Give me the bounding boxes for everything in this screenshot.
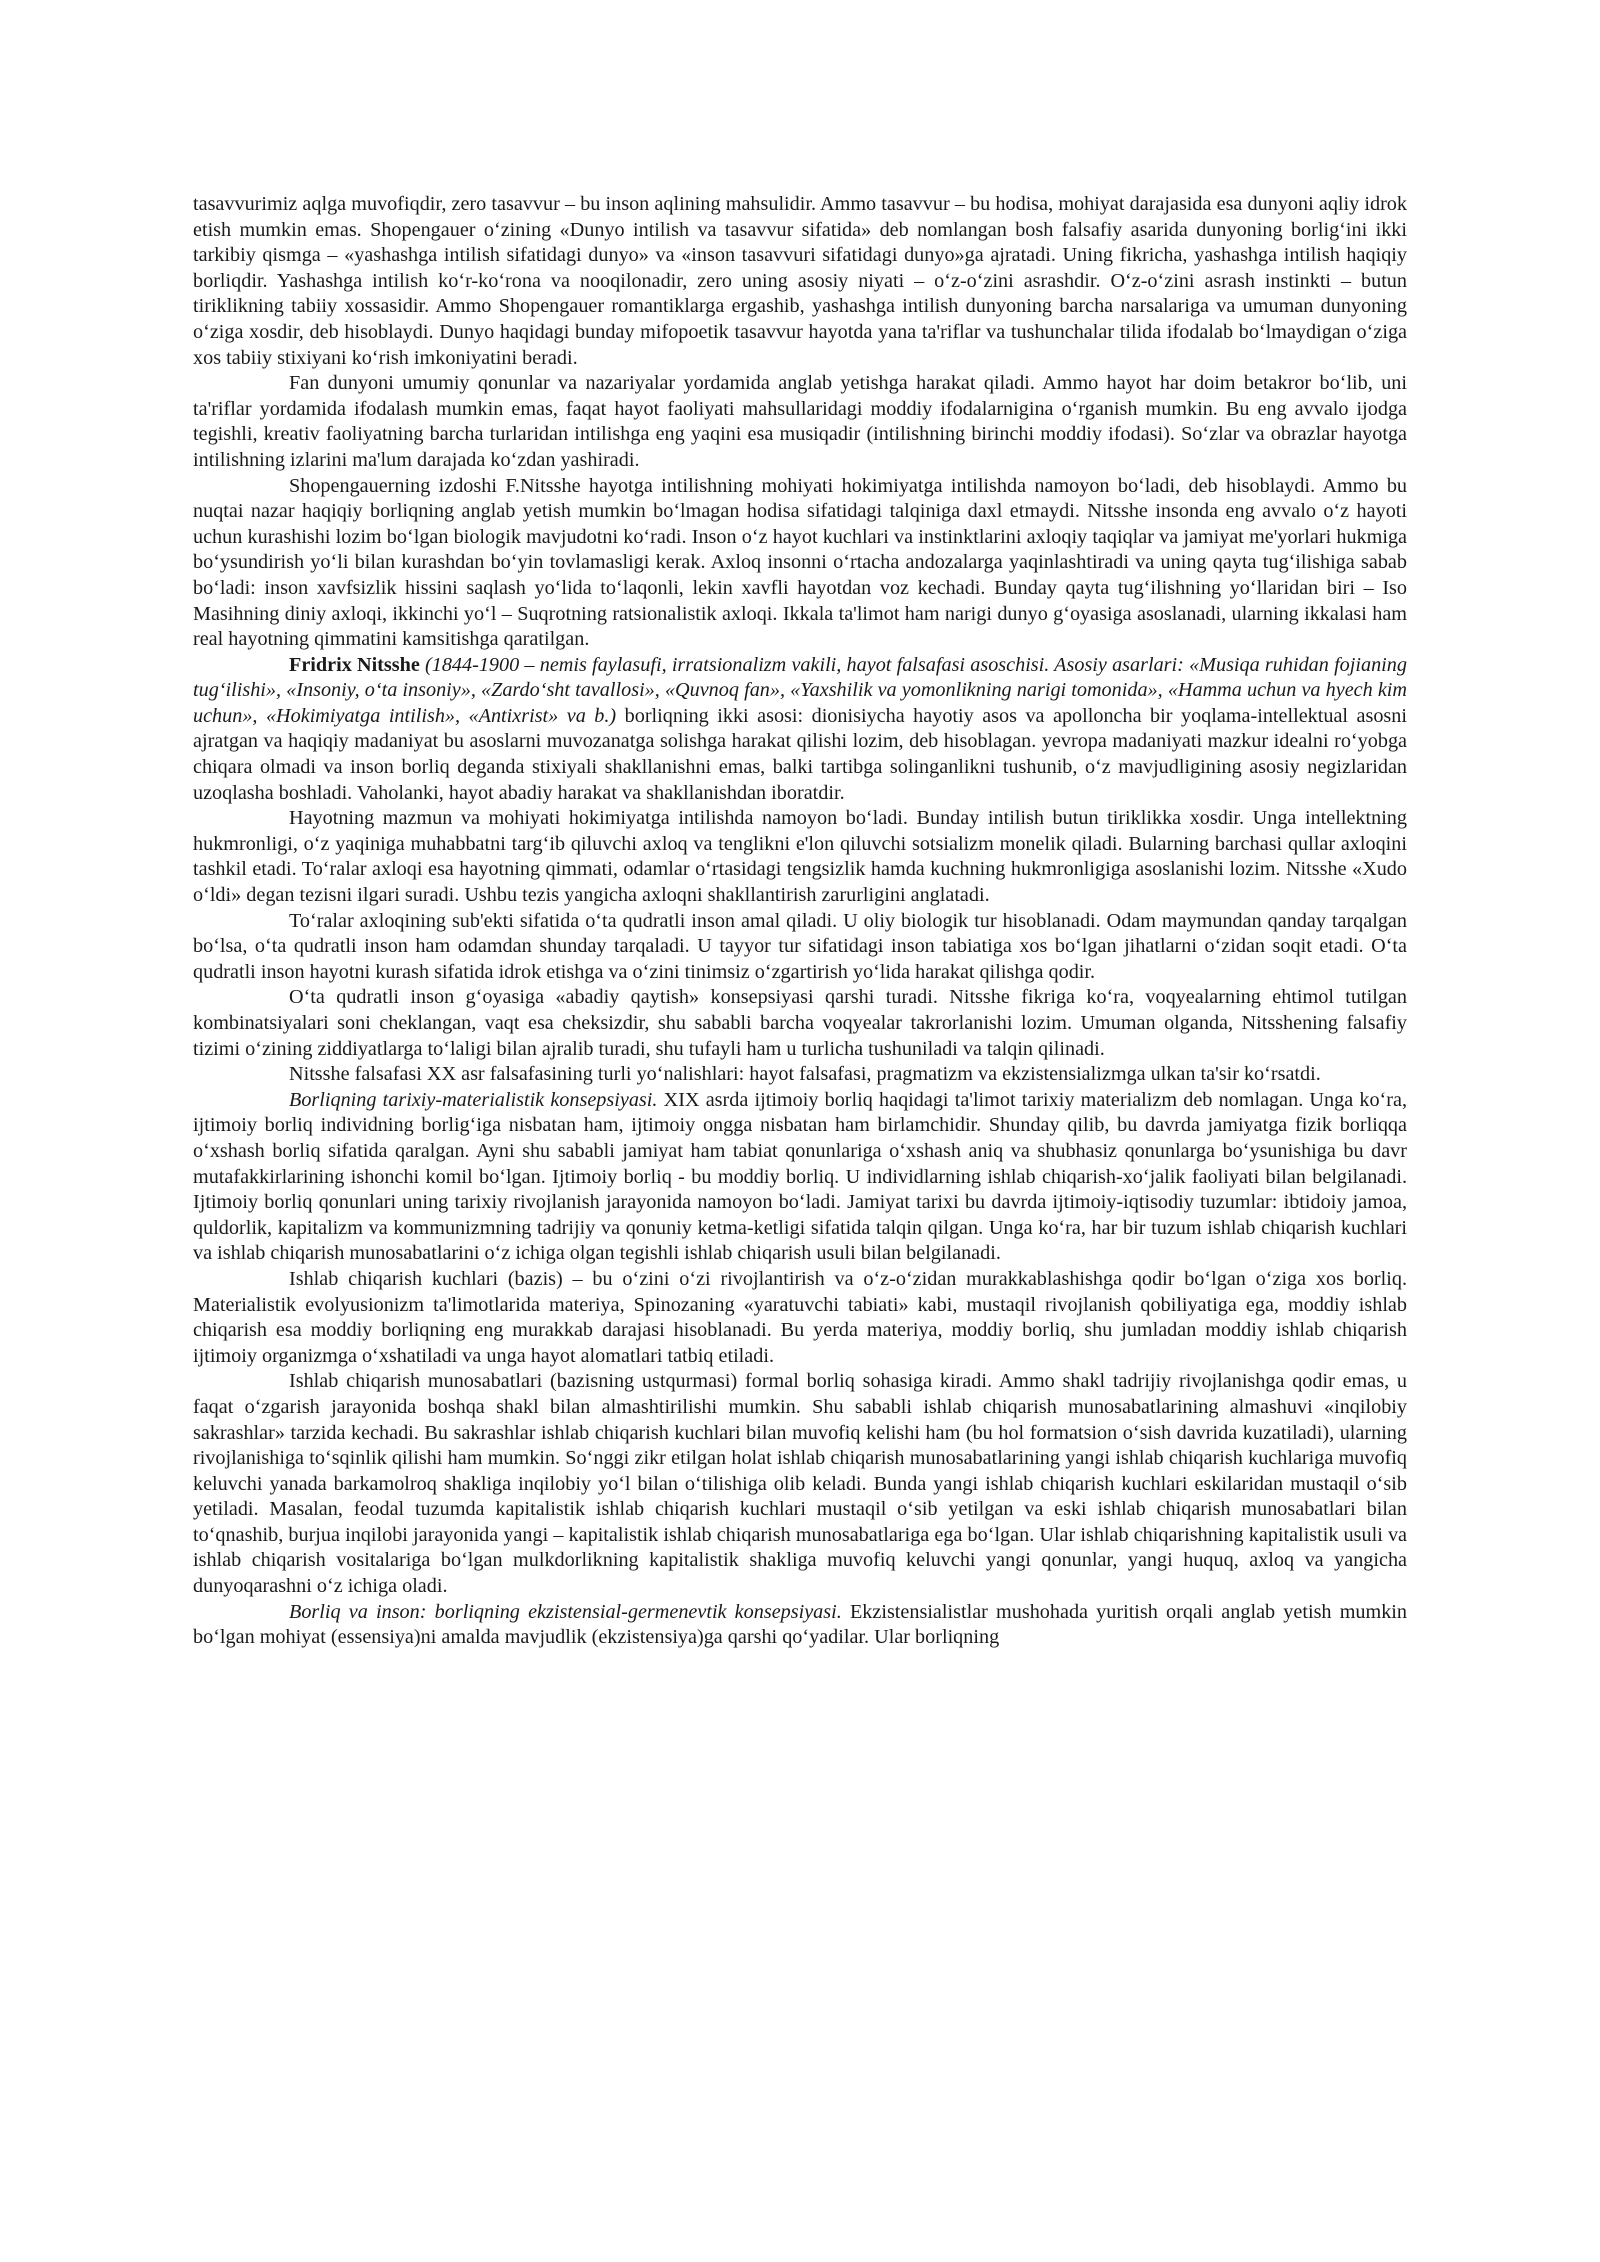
paragraph [193,474,1407,653]
body-text: tasavvurimiz aqlga muvofiqdir, zero tasavvur – bu inson aqlining mahsulidir. Ammo tasavvur – bu hodisa, mohiyat darajasida esa dunyoni aqliy idrok etish mumkin emas. Shopengauer o‘zining «Dunyo intilish va tasavvur sifatida» deb nomlangan bosh falsafiy asarida dunyoning borlig‘ini ikki tarkibiy qismga – «yashashga intilish sifatidagi dunyo» va «inson tasavvuri sifatidagi dunyo»ga ajratadi. Uning fikricha, yashashga intilish haqiqiy borliqdir. Yashashga intilish ko‘r-ko‘rona va nooqilonadir, zero uning asosiy niyati – o‘z-o‘zini asrashdir. O‘z-o‘zini asrash instinkti – butun tiriklikning tabiiy xossasidir. Ammo Shopengauer romantiklarga ergashib, yashashga intilish dunyoning barcha narsalariga va umuman dunyoning o‘ziga xosdir, deb hisoblaydi. Dunyo haqidagi bunday mifopoetik tasavvur hayotda yana ta'riflar va tushunchalar tilida ifodalab bo‘lmaydigan o‘ziga xos tabiiy stixiyani ko‘rish imkoniyatini beradi. [193,193,1407,369]
paragraph [193,909,1407,986]
body-text: Shopengauerning izdoshi F.Nitsshe hayotga intilishning mohiyati hokimiyatga intilishda namoyon bo‘ladi, deb hisoblaydi. Ammo bu nuqtai nazar haqiqiy borliqning anglab yetish mumkin bo‘lmagan hodisa sifatidagi talqiniga daxl etmaydi. Nitsshe insonda eng avvalo o‘z hayoti uchun kurashishi lozim bo‘lgan biologik mavjudotni ko‘radi. Inson o‘z hayot kuchlari va instinktlarini axloqiy taqiqlar va jamiyat me'yorlari hukmiga bo‘ysundirish yo‘li bilan kurashdan bo‘yin tovlamasligi kerak. Axloq insonni o‘rtacha andozalarga yaqinlashtiradi va uning qayta tug‘ilishiga sabab bo‘ladi: inson xavfsizlik hissini saqlash yo‘lida to‘laqonli, lekin xavfli hayotdan voz kechadi. Bunday qayta tug‘ilishning yo‘llaridan biri – Iso Masihning diniy axloqi, ikkinchi yo‘l – Suqrotning ratsionalistik axloqi. Ikkala ta'limot ham narigi dunyo g‘oyasiga asoslanadi, ularning ikkalasi ham real hayotning qimmatini kamsitishga qaratilgan. [193,474,1407,651]
paragraph [193,985,1407,1062]
paragraph [193,1369,1407,1599]
body-text: Nitsshe falsafasi XX asr falsafasining turli yo‘nalishlari: hayot falsafasi, pragmatizm va ekzistensializmga ulkan ta'sir ko‘rsatdi. [289,1063,1321,1086]
italic-text: Borliqning tarixiy-materialistik konsepsiyasi. [289,1088,658,1111]
body-text: borliqning ikki asosi: dionisiycha hayotiy asos va apolloncha bir yoqlama-intellektual asosni ajratgan va haqiqiy madaniyat bu asoslarni muvozanatga solishga harakat qilishi lozim, deb hisoblagan. yevropa madaniyati mazkur idealni ro‘yobga chiqara olmadi va inson borliq deganda stixiyali shakllanishni emas, balki tartibga solinganlikni tushunib, o‘z mavjudligining asosiy negizlaridan uzoqlasha boshladi. Vaholanki, hayot abadiy harakat va shakllanishdan iboratdir. [193,704,1407,804]
body-text: Fan dunyoni umumiy qonunlar va nazariyalar yordamida anglab yetishga harakat qiladi. Ammo hayot har doim betakror bo‘lib, uni ta'riflar yordamida ifodalash mumkin emas, faqat hayot faoliyati mahsullaridagi moddiy ifodalarnigina o‘rganish mumkin. Bu eng avvalo ijodga tegishli, kreativ faoliyatning barcha turlaridan intilishga eng yaqini esa musiqadir (intilishning birinchi moddiy ifodasi). So‘zlar va obrazlar hayotga intilishning izlarini ma'lum darajada ko‘zdan yashiradi. [193,372,1407,471]
body-text: Ishlab chiqarish munosabatlari (bazisning ustqurmasi) formal borliq sohasiga kiradi. Ammo shakl tadrijiy rivojlanishga qodir emas, u faqat o‘zgarish jarayonida boshqa shakl bilan almashtirilishi mumkin. Shu sababli ishlab chiqarish munosabatlarining almashuvi «inqilobiy sakrashlar» tarzida kechadi. Bu sakrashlar ishlab chiqarish kuchlari bilan muvofiq kelishi ham (bu hol formatsion o‘sish davrida kuzatiladi), ularning rivojlanishiga to‘sqinlik qilishi ham mumkin. So‘nggi zikr etilgan holat ishlab chiqarish munosabatlarining yangi ishlab chiqarish kuchlariga muvofiq keluvchi yanada barkamolroq shakliga inqilobiy yo‘l bilan o‘tilishiga olib keladi. Bunda yangi ishlab chiqarish kuchlari eskilaridan mustaqil o‘sib yetiladi. Masalan, feodal tuzumda kapitalistik ishlab chiqarish kuchlari mustaqil o‘sib yetilgan va eski ishlab chiqarish munosabatlari bilan to‘qnashib, burjua inqilobi jarayonida yangi – kapitalistik ishlab chiqarish munosabatlariga ega bo‘lgan. Ular ishlab chiqarishning kapitalistik usuli va ishlab chiqarish vositalariga bo‘lgan mulkdorlikning kapitalistik shakliga muvofiq keluvchi yangi qonunlar, yangi huquq, axloq va yangicha dunyoqarashni o‘z ichiga oladi. [193,1370,1407,1598]
paragraph [193,806,1407,908]
paragraph [193,1062,1407,1088]
bold-text: Fridrix Nitsshe [289,653,420,676]
paragraph [193,1600,1407,1651]
document-page [193,192,1407,1651]
body-text: Ekzistensialistlar mushohada yuritish orqali anglab yetish mumkin bo‘lgan mohiyat (essensiya)ni amalda mavjudlik (ekzistensiya)ga qarshi qo‘yadilar. Ular borliqning [193,1600,1407,1649]
body-text: Ishlab chiqarish kuchlari (bazis) – bu o‘zini o‘zi rivojlantirish va o‘z-o‘zidan murakkablashishga qodir bo‘lgan o‘ziga xos borliq. Materialistik evolyusionizm ta'limotlarida materiya, Spinozaning «yaratuvchi tabiati» kabi, mustaqil rivojlanish qobiliyatiga ega, moddiy ishlab chiqarish esa moddiy borliqning eng murakkab darajasi hisoblanadi. Bu yerda materiya, moddiy borliq, shu jumladan moddiy ishlab chiqarish ijtimoiy organizmga o‘xshatiladi va unga hayot alomatlari tatbiq etiladi. [193,1267,1407,1367]
paragraph [193,1088,1407,1267]
paragraph [193,653,1407,807]
paragraph [193,371,1407,473]
body-text: O‘ta qudratli inson g‘oyasiga «abadiy qaytish» konsepsiyasi qarshi turadi. Nitsshe fikriga ko‘ra, voqyealarning ehtimol tutilgan kombinatsiyalari soni cheklangan, vaqt esa cheksizdir, shu sababli barcha voqyealar takrorlanishi lozim. Umuman olganda, Nitsshening falsafiy tizimi o‘zining ziddiyatlarga to‘laligi bilan ajralib turadi, shu tufayli ham u turlicha tushuniladi va talqin qilinadi. [193,986,1407,1060]
body-text: Hayotning mazmun va mohiyati hokimiyatga intilishda namoyon bo‘ladi. Bunday intilish butun tiriklikka xosdir. Unga intellektning hukmronligi, o‘z yaqiniga muhabbatni targ‘ib qiluvchi axloq va tenglikni e'lon qiluvchi sotsializm monelik qiladi. Bularning barchasi qullar axloqini tashkil etadi. To‘ralar axloqi esa hayotning qimmati, odamlar o‘rtasidagi tengsizlik hamda kuchning hukmronligiga asoslanishi lozim. Nitsshe «Xudo o‘ldi» degan tezisni ilgari suradi. Ushbu tezis yangicha axloqni shakllantirish zarurligini anglatadi. [193,807,1407,907]
italic-text: (1844-1900 – nemis faylasufi, irratsionalizm vakili, hayot falsafasi asoschisi. Asosiy asarlari: «Musiqa ruhidan fojianing tug‘ilishi», «Insoniy, o‘ta insoniy», «Zardo‘sht tavallosi», «Quvnoq fan», «Yaxshilik va yomonlikning narigi tomonida», «Hamma uchun va hyech kim uchun», «Hokimiyatga intilish», «Antixrist» va b.) [193,653,1407,727]
body-text: XIX asrda ijtimoiy borliq haqidagi ta'limot tarixiy materializm deb nomlagan. Unga ko‘ra, ijtimoiy borliq individning borlig‘iga nisbatan ham, ijtimoiy ongga nisbatan ham birlamchidir. Shunday qilib, bu davrda jamiyatga fizik borliqqa o‘xshash borliq sifatida qaralgan. Ayni shu sababli jamiyat ham tabiat qonunlariga o‘xshash aniq va shubhasiz qonunlarga bo‘ysunishiga bu davr mutafakkirlarining ishonchi komil bo‘lgan. Ijtimoiy borliq - bu moddiy borliq. U individlarning ishlab chiqarish-xo‘jalik faoliyati bilan belgilanadi. Ijtimoiy borliq qonunlari uning tarixiy rivojlanish jarayonida namoyon bo‘ladi. Jamiyat tarixi bu davrda ijtimoiy-iqtisodiy tuzumlar: ibtidoiy jamoa, quldorlik, kapitalizm va kommunizmning tadrijiy va qonuniy ketma-ketligi sifatida talqin qilgan. Unga ko‘ra, har bir tuzum ishlab chiqarish kuchlari va ishlab chiqarish munosabatlarini o‘z ichiga olgan tegishli ishlab chiqarish usuli bilan belgilanadi. [193,1088,1407,1265]
paragraph [193,192,1407,371]
body-text: To‘ralar axloqining sub'ekti sifatida o‘ta qudratli inson amal qiladi. U oliy biologik tur hisoblanadi. Odam maymundan qanday tarqalgan bo‘lsa, o‘ta qudratli inson ham odamdan shunday tarqaladi. U tayyor tur sifatidagi inson tabiatiga xos bo‘lgan jihatlarni o‘zidan soqit etadi. O‘ta qudratli inson hayotni kurash sifatida idrok etishga va o‘zini tinimsiz o‘zgartirish yo‘lida harakat qilishga qodir. [193,909,1407,983]
italic-text: Borliq va inson: borliqning ekzistensial-germenevtik konsepsiyasi. [289,1600,842,1623]
paragraph [193,1267,1407,1369]
